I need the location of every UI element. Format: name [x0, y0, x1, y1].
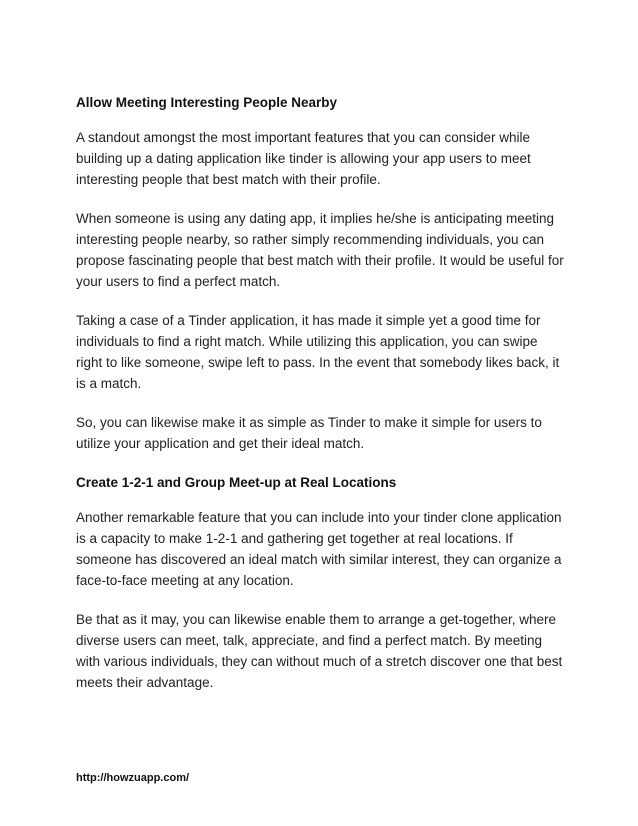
paragraph: Taking a case of a Tinder application, it has made it simple yet a good time for individuals to find a right match. While utilizing this application, you can swipe right to like someone, swipe left to pass. In the event that somebody likes back, it is a match. [76, 313, 560, 391]
section-heading-meeting-people: Allow Meeting Interesting People Nearby [76, 95, 338, 110]
document-body [76, 92, 566, 711]
paragraph: Another remarkable feature that you can include into your tinder clone application is a capacity to make 1-2-1 and gathering get together at real locations. If someone has discovered an ideal match with similar interest, they can organize a face-to-face meeting at any location. [76, 510, 562, 588]
paragraph: Be that as it may, you can likewise enable them to arrange a get-together, where diverse users can meet, talk, appreciate, and find a perfect match. By meeting with various individuals, they can without much of a stretch discover one that best meets their advantage. [76, 612, 563, 690]
section-heading-group-meetup: Create 1-2-1 and Group Meet-up at Real Locations [76, 475, 397, 490]
paragraph: A standout amongst the most important features that you can consider while building up a dating application like tinder is allowing your app users to meet interesting people that best match with their profile. [76, 130, 531, 187]
footer-url-link[interactable]: http://howzuapp.com/ [76, 772, 190, 784]
paragraph: When someone is using any dating app, it implies he/she is anticipating meeting interesting people nearby, so rather simply recommending individuals, you can propose fascinating people that best match with their profile. It would be useful for your users to find a perfect match. [76, 211, 564, 289]
paragraph: So, you can likewise make it as simple as Tinder to make it simple for users to utilize your application and get their ideal match. [76, 415, 542, 451]
